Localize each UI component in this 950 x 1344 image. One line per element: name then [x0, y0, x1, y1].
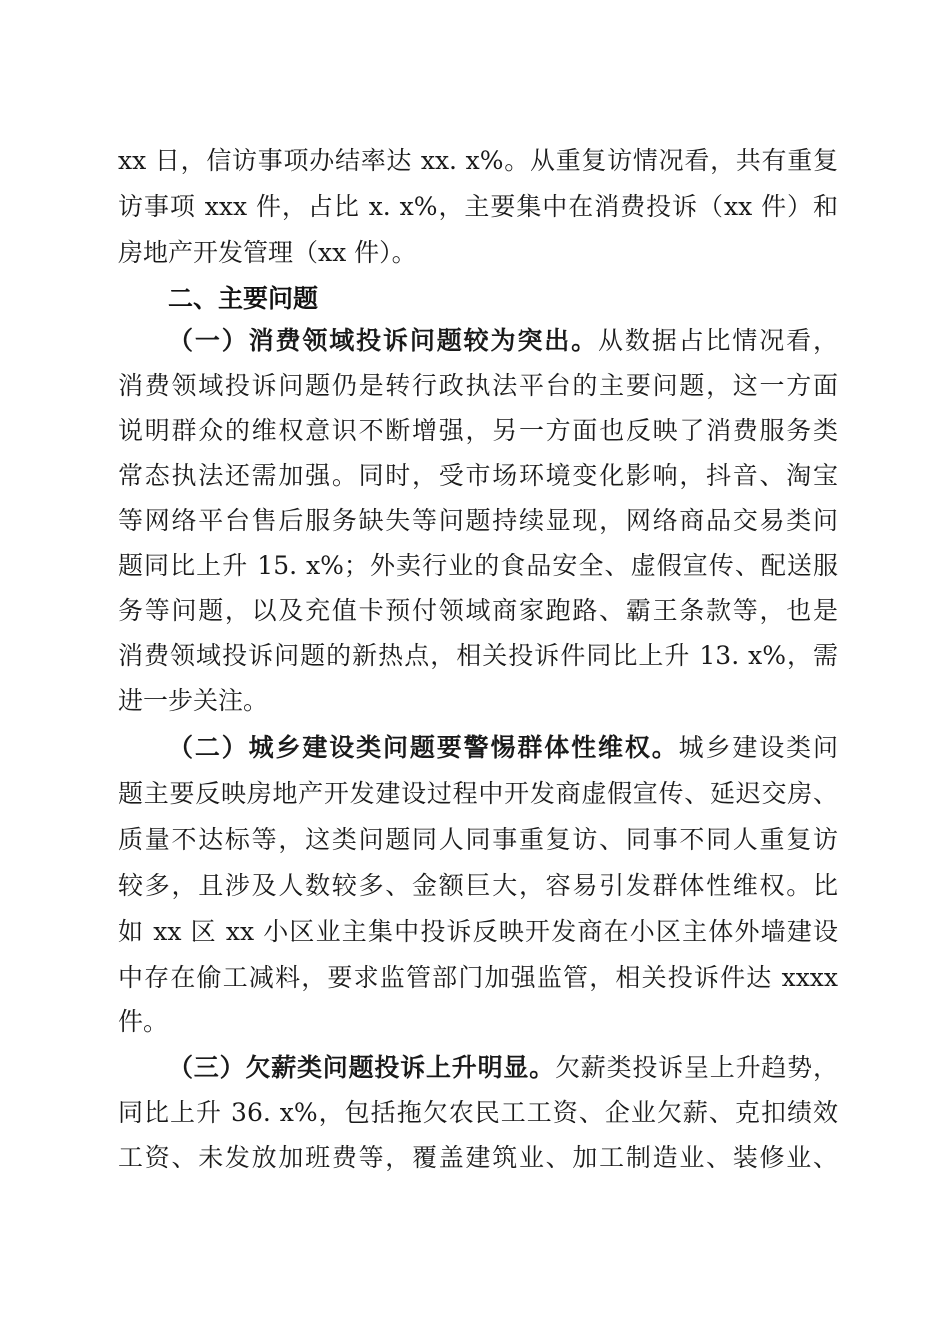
paragraph-2-line: 中存在偷工减料，要求监管部门加强监管，相关投诉件达 xxxx	[118, 963, 838, 992]
section-heading: 二、主要问题	[168, 284, 319, 313]
paragraph-1-line: 进一步关注。	[118, 686, 269, 715]
paragraph-3-line: 同比上升 36. x%，包括拖欠农民工工资、企业欠薪、克扣绩效	[118, 1098, 838, 1127]
paragraph-2-lead: （二）城乡建设类问题要警惕群体性维权。	[168, 733, 679, 762]
paragraph-2-line: 质量不达标等，这类问题同人同事重复访、同事不同人重复访	[118, 825, 838, 854]
intro-line-1: xx 日，信访事项办结率达 xx. x%。从重复访情况看，共有重复	[118, 146, 838, 175]
paragraph-1-line: 等网络平台售后服务缺失等问题持续显现，网络商品交易类问	[118, 506, 838, 535]
paragraph-2-line: 件。	[118, 1007, 169, 1036]
paragraph-2-line: 题主要反映房地产开发建设过程中开发商虚假宣传、延迟交房、	[118, 779, 838, 808]
paragraph-1-line: 说明群众的维权意识不断增强，另一方面也反映了消费服务类	[118, 416, 838, 445]
paragraph-1-line: 务等问题，以及充值卡预付领域商家跑路、霸王条款等，也是	[118, 596, 838, 625]
paragraph-3-first-rest: 欠薪类投诉呈上升趋势，	[554, 1053, 838, 1082]
paragraph-1-first-line	[168, 319, 838, 363]
paragraph-3-first-line	[168, 1046, 838, 1090]
intro-line-2: 访事项 xxx 件，占比 x. x%，主要集中在消费投诉（xx 件）和	[118, 192, 838, 221]
paragraph-1-line: 消费领域投诉问题仍是转行政执法平台的主要问题，这一方面	[118, 371, 838, 400]
paragraph-3-lead: （三）欠薪类问题投诉上升明显。	[168, 1053, 555, 1082]
paragraph-2-line: 如 xx 区 xx 小区业主集中投诉反映开发商在小区主体外墙建设	[118, 917, 838, 946]
paragraph-1-lead: （一）消费领域投诉问题较为突出。	[168, 326, 598, 355]
paragraph-3-line: 工资、未发放加班费等，覆盖建筑业、加工制造业、装修业、	[118, 1143, 838, 1172]
paragraph-2-first-line	[168, 726, 838, 770]
paragraph-1-line: 消费领域投诉问题的新热点，相关投诉件同比上升 13. x%，需	[118, 641, 838, 670]
paragraph-1-line: 常态执法还需加强。同时，受市场环境变化影响，抖音、淘宝	[118, 461, 838, 490]
paragraph-1-first-rest: 从数据占比情况看，	[597, 326, 838, 355]
paragraph-2-line: 较多，且涉及人数较多、金额巨大，容易引发群体性维权。比	[118, 871, 838, 900]
paragraph-1-line: 题同比上升 15. x%；外卖行业的食品安全、虚假宣传、配送服	[118, 551, 838, 580]
paragraph-2-first-rest: 城乡建设类问	[678, 733, 838, 762]
intro-line-3: 房地产开发管理（xx 件）。	[118, 238, 417, 267]
